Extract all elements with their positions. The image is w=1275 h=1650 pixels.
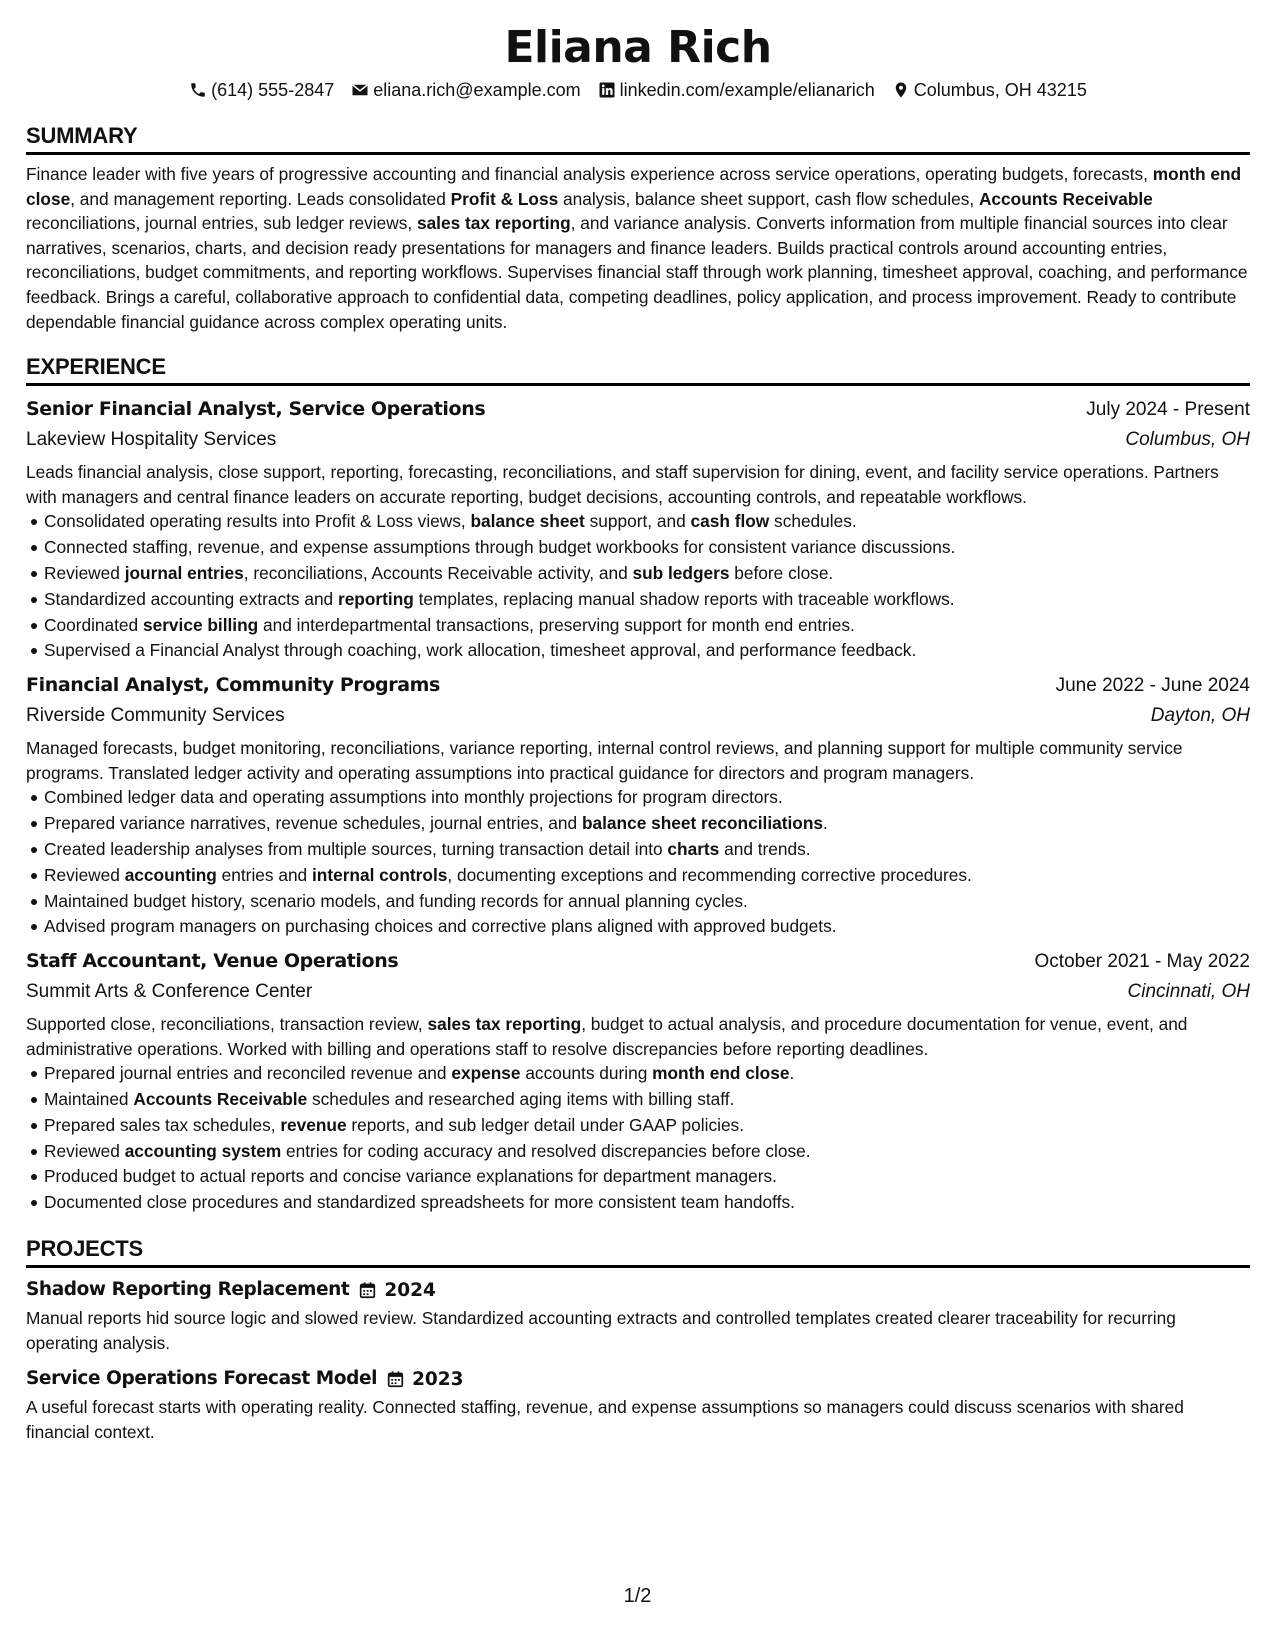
bullet-item [44,1139,1250,1165]
emphasis-text: accounting [124,864,217,885]
section-title-projects: PROJECTS [26,1236,1250,1268]
text-run: , budget to actual analysis, and procedure documentation for venue, event, and administrative operations. Worked with billing and operations staff to resolve discrepancies before reporting deadlines. [26,1014,1188,1059]
bullet-item [44,785,1250,811]
text-run: Prepared variance narratives, revenue schedules, journal entries, and [44,813,582,834]
summary-text [26,162,1250,334]
text-run: . [823,813,828,834]
text-run: Connected staffing, revenue, and expense assumptions through budget workbooks for consistent variance discussions. [44,537,956,558]
project-description: A useful forecast starts with operating reality. Connected staffing, revenue, and expense assumptions so managers could discuss scenarios with shared financial context. [26,1397,1184,1442]
text-run: , reconciliations, Accounts Receivable activity, and [243,562,633,583]
bullet-item [44,1061,1250,1087]
emphasis-text: balance sheet [470,511,585,532]
bullet-item [44,509,1250,535]
candidate-name: Eliana Rich [504,22,772,73]
bullet-item [44,914,1250,940]
job-entry [26,394,1250,664]
job-title: Senior Financial Analyst, Service Operations [26,398,486,421]
emphasis-text: cash flow [690,511,770,532]
contact-linkedin[interactable] [598,78,875,102]
section-title-experience: EXPERIENCE [26,354,1250,386]
text-run: schedules and researched aging items with billing staff. [307,1089,735,1110]
text-run: Reviewed [44,864,125,885]
calendar-icon [359,1281,376,1299]
summary-section [26,123,1250,334]
text-run: , and management reporting. Leads consolidated [70,188,451,209]
emphasis-text: Profit & Loss [450,188,559,209]
contact-location [892,78,1087,102]
job-location: Cincinnati, OH [1127,981,1250,1003]
project-entry [26,1365,1250,1444]
job-bullets [26,1061,1250,1216]
bullet-item [44,535,1250,561]
bullet-item [44,561,1250,587]
text-run: Prepared sales tax schedules, [44,1114,281,1135]
text-run: Consolidated operating results into Profit & Loss views, [44,511,471,532]
text-run: analysis, balance sheet support, cash flow schedules, [558,188,979,209]
contact-bar [26,78,1250,102]
text-run: Maintained budget history, scenario models, and funding records for annual planning cycles. [44,890,748,911]
bullet-item [44,1190,1250,1216]
emphasis-text: month end close [652,1063,790,1084]
emphasis-text: expense [451,1063,521,1084]
bullet-item [44,1087,1250,1113]
project-entry [26,1276,1250,1355]
job-dates: June 2022 - June 2024 [1055,675,1250,697]
text-run: Supervised a Financial Analyst through coaching, work allocation, timesheet approval, and performance feedback. [44,640,917,661]
text-run: reports, and sub ledger detail under GAAP policies. [346,1114,744,1135]
text-run: Maintained [44,1089,134,1110]
job-company: Riverside Community Services [26,705,285,727]
job-dates: July 2024 - Present [1086,399,1250,421]
job-entry [26,670,1250,940]
text-run: Coordinated [44,614,143,635]
emphasis-text: service billing [142,614,259,635]
project-year: 2023 [412,1368,464,1390]
job-company: Lakeview Hospitality Services [26,429,277,451]
emphasis-text: sub ledgers [632,562,730,583]
bullet-item [44,587,1250,613]
text-run: , documenting exceptions and recommending corrective procedures. [447,864,972,885]
emphasis-text: Accounts Receivable [133,1089,308,1110]
job-description: Managed forecasts, budget monitoring, reconciliations, variance reporting, internal control reviews, and planning support for multiple community service programs. Translated ledger activity and operating assumptions into practical guidance for directors and program managers. [26,738,1183,783]
text-run: Standardized accounting extracts and [44,588,338,609]
bullet-item [44,837,1250,863]
text-run: Advised program managers on purchasing choices and corrective plans aligned with approved budgets. [44,916,837,937]
text-run: Finance leader with five years of progressive accounting and financial analysis experience across service operations, operating budgets, forecasts, [26,164,1153,184]
phone-icon [189,81,207,99]
job-location: Columbus, OH [1125,429,1250,451]
emphasis-text: balance sheet reconciliations [581,813,824,834]
linkedin-icon [598,81,616,99]
text-run: support, and [584,511,691,532]
emphasis-text: month end close [26,164,1242,209]
location-text: Columbus, OH 43215 [913,80,1087,100]
project-title: Service Operations Forecast Model [26,1368,378,1390]
contact-email[interactable] [351,78,580,102]
job-location: Dayton, OH [1150,705,1250,727]
text-run: before close. [729,562,834,583]
contact-phone [189,78,334,102]
job-description [26,1012,1250,1061]
text-run: Reviewed [44,1140,125,1161]
job-company: Summit Arts & Conference Center [26,981,313,1003]
text-run: Produced budget to actual reports and concise variance explanations for department managers. [44,1166,777,1187]
email-text: eliana.rich@example.com [373,80,581,100]
text-run: and interdepartmental transactions, preserving support for month end entries. [258,614,855,635]
text-run: Documented close procedures and standardized spreadsheets for more consistent team handoffs. [44,1192,795,1213]
job-title: Staff Accountant, Venue Operations [26,950,399,973]
emphasis-text: journal entries [124,562,244,583]
text-run: accounts during [520,1063,653,1084]
bullet-item [44,863,1250,889]
job-bullets [26,785,1250,940]
bullet-item [44,811,1250,837]
envelope-icon [351,81,369,99]
text-run: entries for coding accuracy and resolved discrepancies before close. [281,1140,811,1161]
text-run: Supported close, reconciliations, transaction review, [26,1014,428,1035]
text-run: and trends. [719,838,811,859]
job-description: Leads financial analysis, close support, reporting, forecasting, reconciliations, and staff supervision for dining, event, and facility service operations. Partners with managers and central finance leaders on accurate reporting, budget decisions, accounting controls, and repeatable workflows. [26,462,1219,507]
bullet-item [44,1164,1250,1190]
text-run: . [789,1063,795,1084]
emphasis-text: charts [667,838,720,859]
projects-section [26,1236,1250,1444]
emphasis-text: accounting system [124,1140,282,1161]
bullet-item [44,638,1250,664]
map-marker-icon [892,81,910,99]
resume-page [26,22,1250,1444]
job-title: Financial Analyst, Community Programs [26,674,440,697]
emphasis-text: internal controls [311,864,448,885]
emphasis-text: Accounts Receivable [978,188,1153,209]
text-run: Reviewed [44,562,125,583]
section-title-summary: SUMMARY [26,123,1250,155]
text-run: Prepared journal entries and reconciled revenue and [44,1063,452,1084]
experience-section [26,354,1250,1216]
project-date [359,1280,436,1301]
project-description: Manual reports hid source logic and slowed review. Standardized accounting extracts and controlled templates created clearer traceability for recurring operating analysis. [26,1308,1176,1353]
job-bullets [26,509,1250,664]
emphasis-text: sales tax reporting [416,213,571,234]
bullet-item [44,613,1250,639]
job-entry [26,946,1250,1216]
text-run: schedules. [769,511,857,532]
text-run: , and variance analysis. Converts information from multiple financial sources into clear narratives, scenarios, charts, and decision ready presentations for managers and finance leaders. Builds practical controls around accounting entries, reconciliations, budget commitments, and reporting workflows. Supervises financial staff through work planning, timesheet approval, coaching, and performance feedback. Brings a careful, collaborative approach to confidential data, competing deadlines, policy application, and process improvement. Ready to contribute dependable financial guidance across complex operating units. [26,213,1248,332]
page-number: 1/2 [623,1585,652,1607]
text-run: reconciliations, journal entries, sub ledger reviews, [26,213,417,234]
text-run: Combined ledger data and operating assumptions into monthly projections for program directors. [44,787,783,808]
emphasis-text: revenue [280,1114,347,1135]
text-run: templates, replacing manual shadow reports with traceable workflows. [413,588,955,609]
job-dates: October 2021 - May 2022 [1034,951,1250,973]
phone-text: (614) 555-2847 [211,80,335,100]
emphasis-text: reporting [337,588,414,609]
project-year: 2024 [384,1279,436,1301]
text-run: Created leadership analyses from multiple sources, turning transaction detail into [44,838,668,859]
calendar-icon [387,1370,404,1388]
linkedin-text: linkedin.com/example/elianarich [619,80,875,100]
emphasis-text: sales tax reporting [427,1014,582,1035]
bullet-item [44,1113,1250,1139]
project-title: Shadow Reporting Replacement [26,1279,350,1301]
text-run: entries and [216,864,312,885]
project-date [387,1369,464,1390]
bullet-item [44,889,1250,915]
